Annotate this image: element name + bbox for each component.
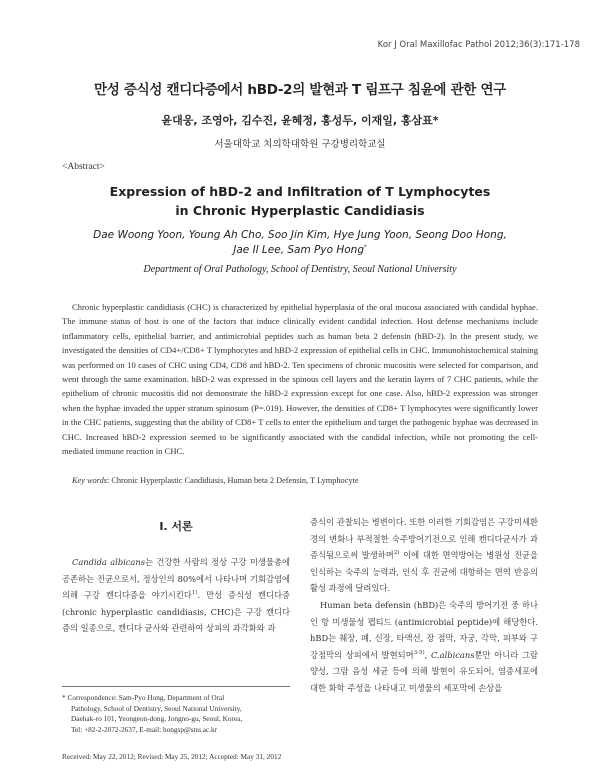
intro-paragraph-1: [62, 554, 290, 637]
keywords-text: : Chronic Hyperplastic Candidiasis, Human beta 2 Defensin, T Lymphocyte: [106, 476, 359, 485]
english-authors-line1: Dae Woong Yoon, Young Ah Cho, Soo Jin Kim, Hye Jung Yoon, Seong Doo Hong,: [93, 229, 507, 241]
reference-mark: 2): [393, 550, 400, 557]
english-title: [0, 182, 600, 220]
corresponding-mark: *: [364, 244, 367, 251]
abstract-body: Chronic hyperplastic candidiasis (CHC) is characterized by epithelial hyperplasia of the oral mucosa associated with candidal hyphae. The immune status of host is one of the factors that induce clinically evident candidal infection. Host defense mechanisms include inflammatory cells, epithelial barrier, and antimicrobial peptides such as human beta 2 defensin (hBD-2). In the present study, we investigated the densities of CD4+/CD8+ T lymphocytes and hBD-2 expression of epithelial cells in CHC. Immunohistochemical staining was performed on 10 cases of CHC using CD4, CD8 and hBD-2. Ten specimens of chronic mucositis were selected for comparison, and went through the same examination. hBD-2 was expressed in the spinous cell layers and the keratin layers of 7 CHC patients, while the epithelium of chronic mucositis did not demonstrate the hBD-2 expression except for one case. Also, hBD-2 expression was stronger when the hyphae invaded the upper stratum spinosum (P=.019). However, the densities of CD8+ T lymphocytes were significantly lower in the CHC patients, suggesting that the ability of CD8+ T cells to enter the epithelium and target the pathogenic hyphae was decreased in CHC. Increased hBD-2 expression seemed to be significantly associated with the candidal infection, while not promoting the cell-mediated immune reaction in CHC.: [62, 302, 538, 457]
footnote-line: Tel: +82-2-2072-2637, E-mail: hongsp@snu.ac.kr: [71, 724, 218, 734]
left-column: [62, 510, 290, 637]
intro-italic-species-2: C.albicans: [431, 649, 475, 660]
intro-text-1: 는 건강한 사람의 정상 구강 미생물총에 공존하는 진균으로서, 정상인의 80%에서 나타나며 기회감염에 의해 구강 캔디다증을 야기시킨다: [62, 557, 290, 601]
keywords-label: Key words: [72, 476, 107, 485]
intro-paragraph-2: [310, 514, 538, 697]
intro-text-7: 뿐만 아니라 그람 양성, 그람 음성 세균 등에 의해 발현이 유도되어, 염증세포에 대한 화학 주성을 나타내고 미생물의 세포막에 손상을: [310, 649, 538, 693]
korean-authors: 윤대웅, 조영아, 김수진, 윤혜정, 홍성두, 이재일, 홍삼표*: [161, 114, 439, 127]
reference-mark: 1): [191, 590, 198, 597]
english-affiliation: Department of Oral Pathology, School of Dentistry, Seoul National University: [143, 264, 457, 275]
intro-text-3: 증식이 관찰되는 병변이다. 또한 이러한 기회감염은 구강미세환경의 변화나 부적절한 숙주방어기전으로 인해 캔디다균사가 과증식됨으로써 발생하며: [310, 517, 538, 561]
journal-citation: Kor J Oral Maxillofac Pathol 2012;36(3):171-178: [377, 40, 580, 50]
correspondence-footnote: [62, 686, 290, 735]
intro-text-5: Human beta defensin (hBD)은 숙주의 방어기전 중 하나인 항 미생물성 펩티드 (antimicrobial peptide)에 해당한다. hBD는 췌장, 폐, 신장, 타액선, 장 점막, 자궁, 각막, 피부와 구강점막의 상피에서 발현되며: [310, 599, 538, 660]
english-authors: [0, 228, 600, 258]
korean-title: 만성 증식성 캔디다증에서 hBD-2의 발현과 T 림프구 침윤에 관한 연구: [94, 82, 506, 98]
received-dates: Received: May 22, 2012; Revised: May 25, 2012; Accepted: May 31, 2012: [62, 752, 282, 761]
intro-italic-species: Candida albicans: [72, 557, 145, 567]
footnote-line: Pathology, School of Dentistry, Seoul National University,: [71, 703, 242, 713]
right-column: [310, 514, 538, 697]
english-authors-line2: Jae Il Lee, Sam Pyo Hong: [233, 244, 364, 256]
footnote-line: * Correspondence: Sam-Pyo Hong, Department of Oral: [62, 693, 225, 702]
intro-text-6: ,: [424, 649, 431, 660]
english-title-line1: Expression of hBD-2 and Infiltration of T Lymphocytes: [109, 184, 491, 199]
footnote-line: Daehak-ro 101, Yeongeon-dong, Jongno-gu, Seoul, Korea,: [71, 714, 243, 724]
section-title: Ⅰ. 서론: [159, 520, 193, 533]
abstract-label: <Abstract>: [62, 162, 105, 172]
intro-text-2: . 만성 증식성 캔디다증(chronic hyperplastic candidiasis, CHC)은 구강 캔디다증의 일종으로, 캔디다 균사와 관련하여 상피의 과각화와 과: [62, 590, 290, 634]
english-title-line2: in Chronic Hyperplastic Candidiasis: [175, 203, 425, 218]
intro-text-4: 이에 대한 면역방어는 병원성 진균을 인식하는 숙주의 능력과, 인식 후 진균에 대항하는 면역 반응의 활성 과정에 달려있다.: [310, 550, 538, 594]
reference-mark: 3-5): [413, 649, 425, 656]
korean-affiliation: 서울대학교 치의학대학원 구강병리학교실: [214, 139, 386, 150]
keywords: [62, 476, 538, 485]
